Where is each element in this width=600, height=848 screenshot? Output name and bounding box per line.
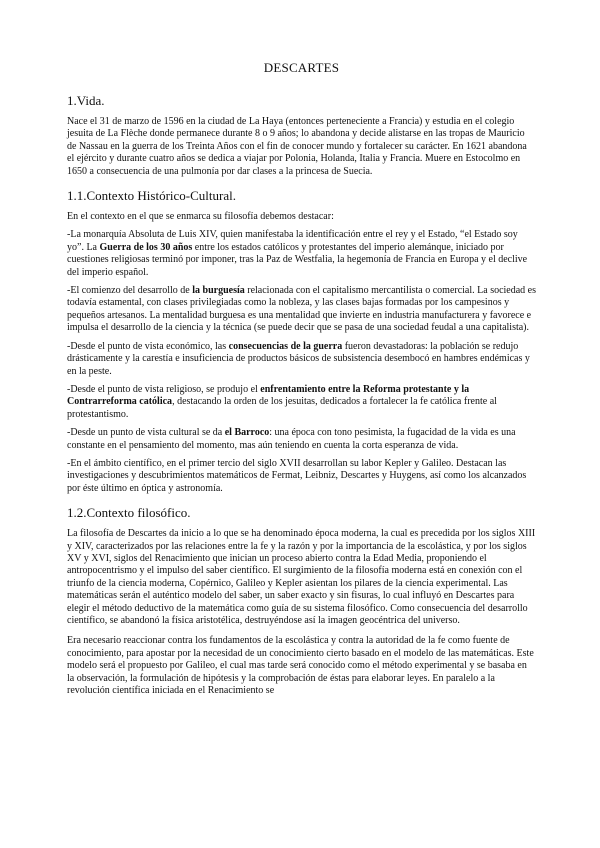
text-run: -Desde el punto de vista económico, las [67,340,229,352]
text-run: -Desde el punto de vista religioso, se produjo el [67,383,261,395]
section-heading-contexto: 1.1.Contexto Histórico-Cultural. [67,188,236,204]
bold-term: el Barroco [224,427,270,439]
paragraph-cientifico: -En el ámbito científico, en el primer tercio del siglo XVII desarrollan su labor Kepler y Galileo. Destacan las investigaciones y descubrimientos matemáticos de Fermat, Leibniz, Descartes y Huygens, así como los alcanzados por éste último en óptica y astronomía. [67,457,527,494]
text-run: -El comienzo del desarrollo de [67,285,193,297]
bold-term: Guerra de los 30 años [99,241,193,253]
section-heading-filosofico: 1.2.Contexto filosófico. [67,505,191,521]
text-run: , destacando la orden de los jesuitas, dedicados a fortalecer la fe católica frente al protestantismo. [67,396,497,420]
text-run: relacionada con el capitalismo mercantilista o comercial. La sociedad es todavía estamental, con clases privilegiadas como la nobleza, y las clases bajas formadas por los campesinos y pequeños artesanos. La mentalidad burguesa es una mentalidad que invierte en industria manufacturera y favorece e impulsa el desarrollo de la ciencia y la técnica (se puede decir que se pasa de una sociedad feudal a una capitalista). [67,285,537,334]
document-title: DESCARTES [263,60,340,75]
paragraph-filosofico-1: La filosofía de Descartes da inicio a lo que se ha denominado época moderna, la cual es precedida por los siglos XIII y XIV, caracterizados por las relaciones entre la fe y la razón y por la importancia de la escolástica, y por los siglos XV y XVI, siglos del Renacimiento que inician un proceso abierto contra la Edad Media, proponiendo el antropocentrismo y el impulso del saber científico. El surgimiento de la filosofía moderna está en conexión con el triunfo de la ciencia moderna, Copérnico, Galileo y Kepler asientan los pilares de la ciencia experimental. Las matemáticas serán el auténtico modelo del saber, un saber exacto y sin fisuras, lo cual influyó en Descartes para elegir el método deductivo de la matemática como guía de su sistema filosófico. Como consecuencia del desarrollo científico, se abandonó la física aristotélica, destruyéndose así la imagen geocéntrica del universo. [67,528,536,626]
paragraph-vida: Nace el 31 de marzo de 1596 en la ciudad de La Haya (entonces perteneciente a Francia) y estudia en el colegio jesuita de La Flèche donde permanece durante 8 o 9 años; lo abandona y decide alistarse en las tropas de Mauricio de Nassau en la guerra de los Treinta Años con el fin de conocer mundo y fortalecer su carácter. En 1621 abandona el ejército y durante cuatro años se dedica a viajar por Polonia, Holanda, Italia y Francia. Muere en Estocolmo en 1650 a consecuencia de una pulmonía por dar clases a la princesa de Suecia. [67,116,527,177]
paragraph-burguesia [67,285,536,335]
paragraph-religioso [67,384,536,421]
text-run: fueron devastadoras: la población se redujo drásticamente y la carestía e insuficiencia de productos básicos de subsistencia desembocó en hambres endémicas y en la peste. [67,340,530,377]
paragraph-monarquia [67,229,536,279]
section-heading-vida: 1.Vida. [67,93,105,108]
bold-term: consecuencias de la guerra [228,340,343,352]
paragraph-contexto-intro: En el contexto en el que se enmarca su filosofía debemos destacar: [67,211,334,223]
paragraph-cultural [67,427,536,452]
text-run: : una época con tono pesimista, la fugacidad de la vida es una constante en el pensamiento del momento, mas aún teniendo en cuenta la corta esperanza de vida. [67,427,516,451]
bold-term: la burguesía [192,285,245,297]
paragraph-economico [67,341,536,378]
text-run: -La monarquía Absoluta de Luis XIV, quien manifestaba la identificación entre el rey y el Estado, “el Estado soy yo”. La [67,229,518,253]
bold-term: enfrentamiento entre la Reforma protestante y la Contrarreforma católica [67,383,470,408]
text-run: -Desde un punto de vista cultural se da [67,427,225,439]
paragraph-filosofico-2: Era necesario reaccionar contra los fundamentos de la escolástica y contra la autoridad de la fe como fuente de conocimiento, para apostar por la necesidad de un conocimiento cierto basado en el modelo de las matemáticas. Este modelo será el propuesto por Galileo, el cual mas tarde será conocido como el método experimental y se basaba en la observación, la formulación de hipótesis y la comprobación de éstas para elaborar leyes. En paralelo a la revolución científica iniciada en el Renacimiento se [67,635,534,697]
text-run: entre los estados católicos y protestantes del imperio alemánque, iniciado por cuestiones religiosas terminó por imponer, tras la Paz de Westfalia, la hegemonía de Francia en Europa y el declive del imperio español. [67,241,528,278]
